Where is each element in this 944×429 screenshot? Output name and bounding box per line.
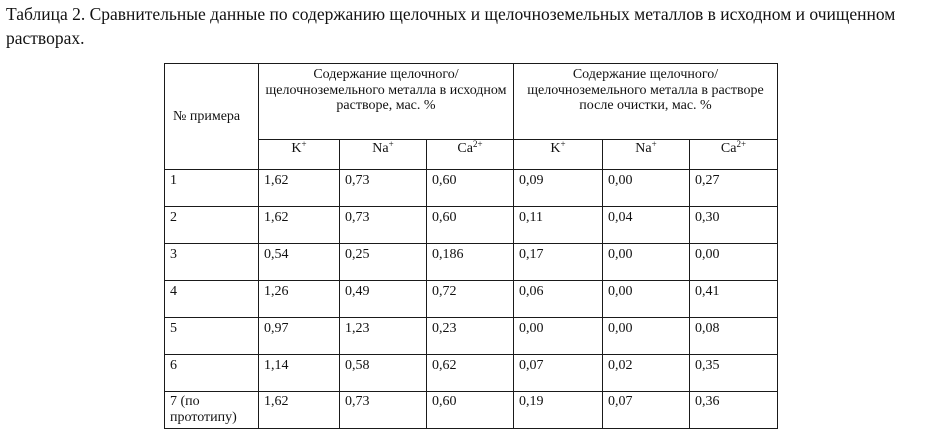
value-cell: 0,17 <box>514 244 603 281</box>
value-cell: 1,23 <box>340 318 427 355</box>
ion-header-cell <box>340 140 427 170</box>
ion-header-cell <box>259 140 340 170</box>
example-number-cell: 2 <box>165 207 259 244</box>
ion-symbol <box>635 141 656 156</box>
value-cell: 0,97 <box>259 318 340 355</box>
value-cell: 0,73 <box>340 207 427 244</box>
value-cell: 0,00 <box>603 170 690 207</box>
value-cell: 0,00 <box>690 244 778 281</box>
ion-header-cell <box>603 140 690 170</box>
ion-charge: + <box>388 139 394 149</box>
value-cell: 0,02 <box>603 355 690 392</box>
value-cell: 1,62 <box>259 170 340 207</box>
table-row <box>165 207 778 244</box>
table-row <box>165 281 778 318</box>
value-cell: 0,00 <box>603 318 690 355</box>
value-cell: 0,00 <box>603 281 690 318</box>
table-body <box>165 170 778 429</box>
ion-symbol <box>372 141 393 156</box>
ion-symbol <box>550 141 565 156</box>
value-cell: 0,11 <box>514 207 603 244</box>
ion-header-cell <box>514 140 603 170</box>
ion-charge: + <box>560 139 566 149</box>
value-cell: 0,36 <box>690 392 778 429</box>
ion-element: K <box>550 141 561 156</box>
value-cell: 0,35 <box>690 355 778 392</box>
value-cell: 1,26 <box>259 281 340 318</box>
header-after-purification: Содержание щелочного/щелочноземельного металла в растворе после очистки, мас. % <box>514 64 778 140</box>
value-cell: 0,09 <box>514 170 603 207</box>
example-number-cell: 3 <box>165 244 259 281</box>
value-cell: 0,186 <box>427 244 514 281</box>
value-cell: 0,23 <box>427 318 514 355</box>
value-cell: 0,54 <box>259 244 340 281</box>
ion-element: Ca <box>457 141 473 156</box>
value-cell: 0,72 <box>427 281 514 318</box>
ion-element: Ca <box>720 141 737 156</box>
value-cell: 0,07 <box>514 355 603 392</box>
ion-header-cell <box>690 140 778 170</box>
value-cell: 1,14 <box>259 355 340 392</box>
table-row <box>165 244 778 281</box>
value-cell: 0,19 <box>514 392 603 429</box>
value-cell: 0,60 <box>427 207 514 244</box>
table-row <box>165 318 778 355</box>
ion-charge: + <box>301 139 307 149</box>
comparison-table <box>164 63 778 429</box>
value-cell: 0,08 <box>690 318 778 355</box>
example-number-cell: 6 <box>165 355 259 392</box>
value-cell: 0,27 <box>690 170 778 207</box>
example-number-cell: 7 (по прототипу) <box>165 392 259 429</box>
value-cell: 0,07 <box>603 392 690 429</box>
value-cell: 0,00 <box>514 318 603 355</box>
ion-symbol <box>291 141 306 156</box>
value-cell: 0,25 <box>340 244 427 281</box>
example-number-cell: 5 <box>165 318 259 355</box>
table-row <box>165 170 778 207</box>
value-cell: 0,60 <box>427 392 514 429</box>
value-cell: 0,30 <box>690 207 778 244</box>
ion-charge: 2+ <box>736 139 747 149</box>
table-row <box>165 355 778 392</box>
ion-header-cell <box>427 140 514 170</box>
ion-symbol <box>457 141 482 156</box>
value-cell: 0,73 <box>340 170 427 207</box>
header-initial-solution: Содержание щелочного/щелочноземельного металла в исходном растворе, мас. % <box>259 64 514 140</box>
ion-charge: 2+ <box>472 139 483 149</box>
ion-element: K <box>291 141 302 156</box>
ion-element: Na <box>372 141 389 156</box>
value-cell: 0,60 <box>427 170 514 207</box>
value-cell: 0,00 <box>603 244 690 281</box>
value-cell: 0,58 <box>340 355 427 392</box>
ion-symbol <box>721 141 746 156</box>
ion-element: Na <box>635 141 652 156</box>
ion-charge: + <box>651 139 657 149</box>
header-example-number: № примера <box>165 64 259 170</box>
table-row <box>165 392 778 429</box>
value-cell: 0,04 <box>603 207 690 244</box>
example-number-cell: 1 <box>165 170 259 207</box>
value-cell: 1,62 <box>259 392 340 429</box>
header-row <box>165 64 778 140</box>
value-cell: 0,62 <box>427 355 514 392</box>
table-caption: Таблица 2. Сравнительные данные по содержанию щелочных и щелочноземельных металлов в исходном и очищенном растворах. <box>6 4 896 48</box>
value-cell: 1,62 <box>259 207 340 244</box>
value-cell: 0,73 <box>340 392 427 429</box>
example-number-cell: 4 <box>165 281 259 318</box>
value-cell: 0,49 <box>340 281 427 318</box>
value-cell: 0,41 <box>690 281 778 318</box>
value-cell: 0,06 <box>514 281 603 318</box>
